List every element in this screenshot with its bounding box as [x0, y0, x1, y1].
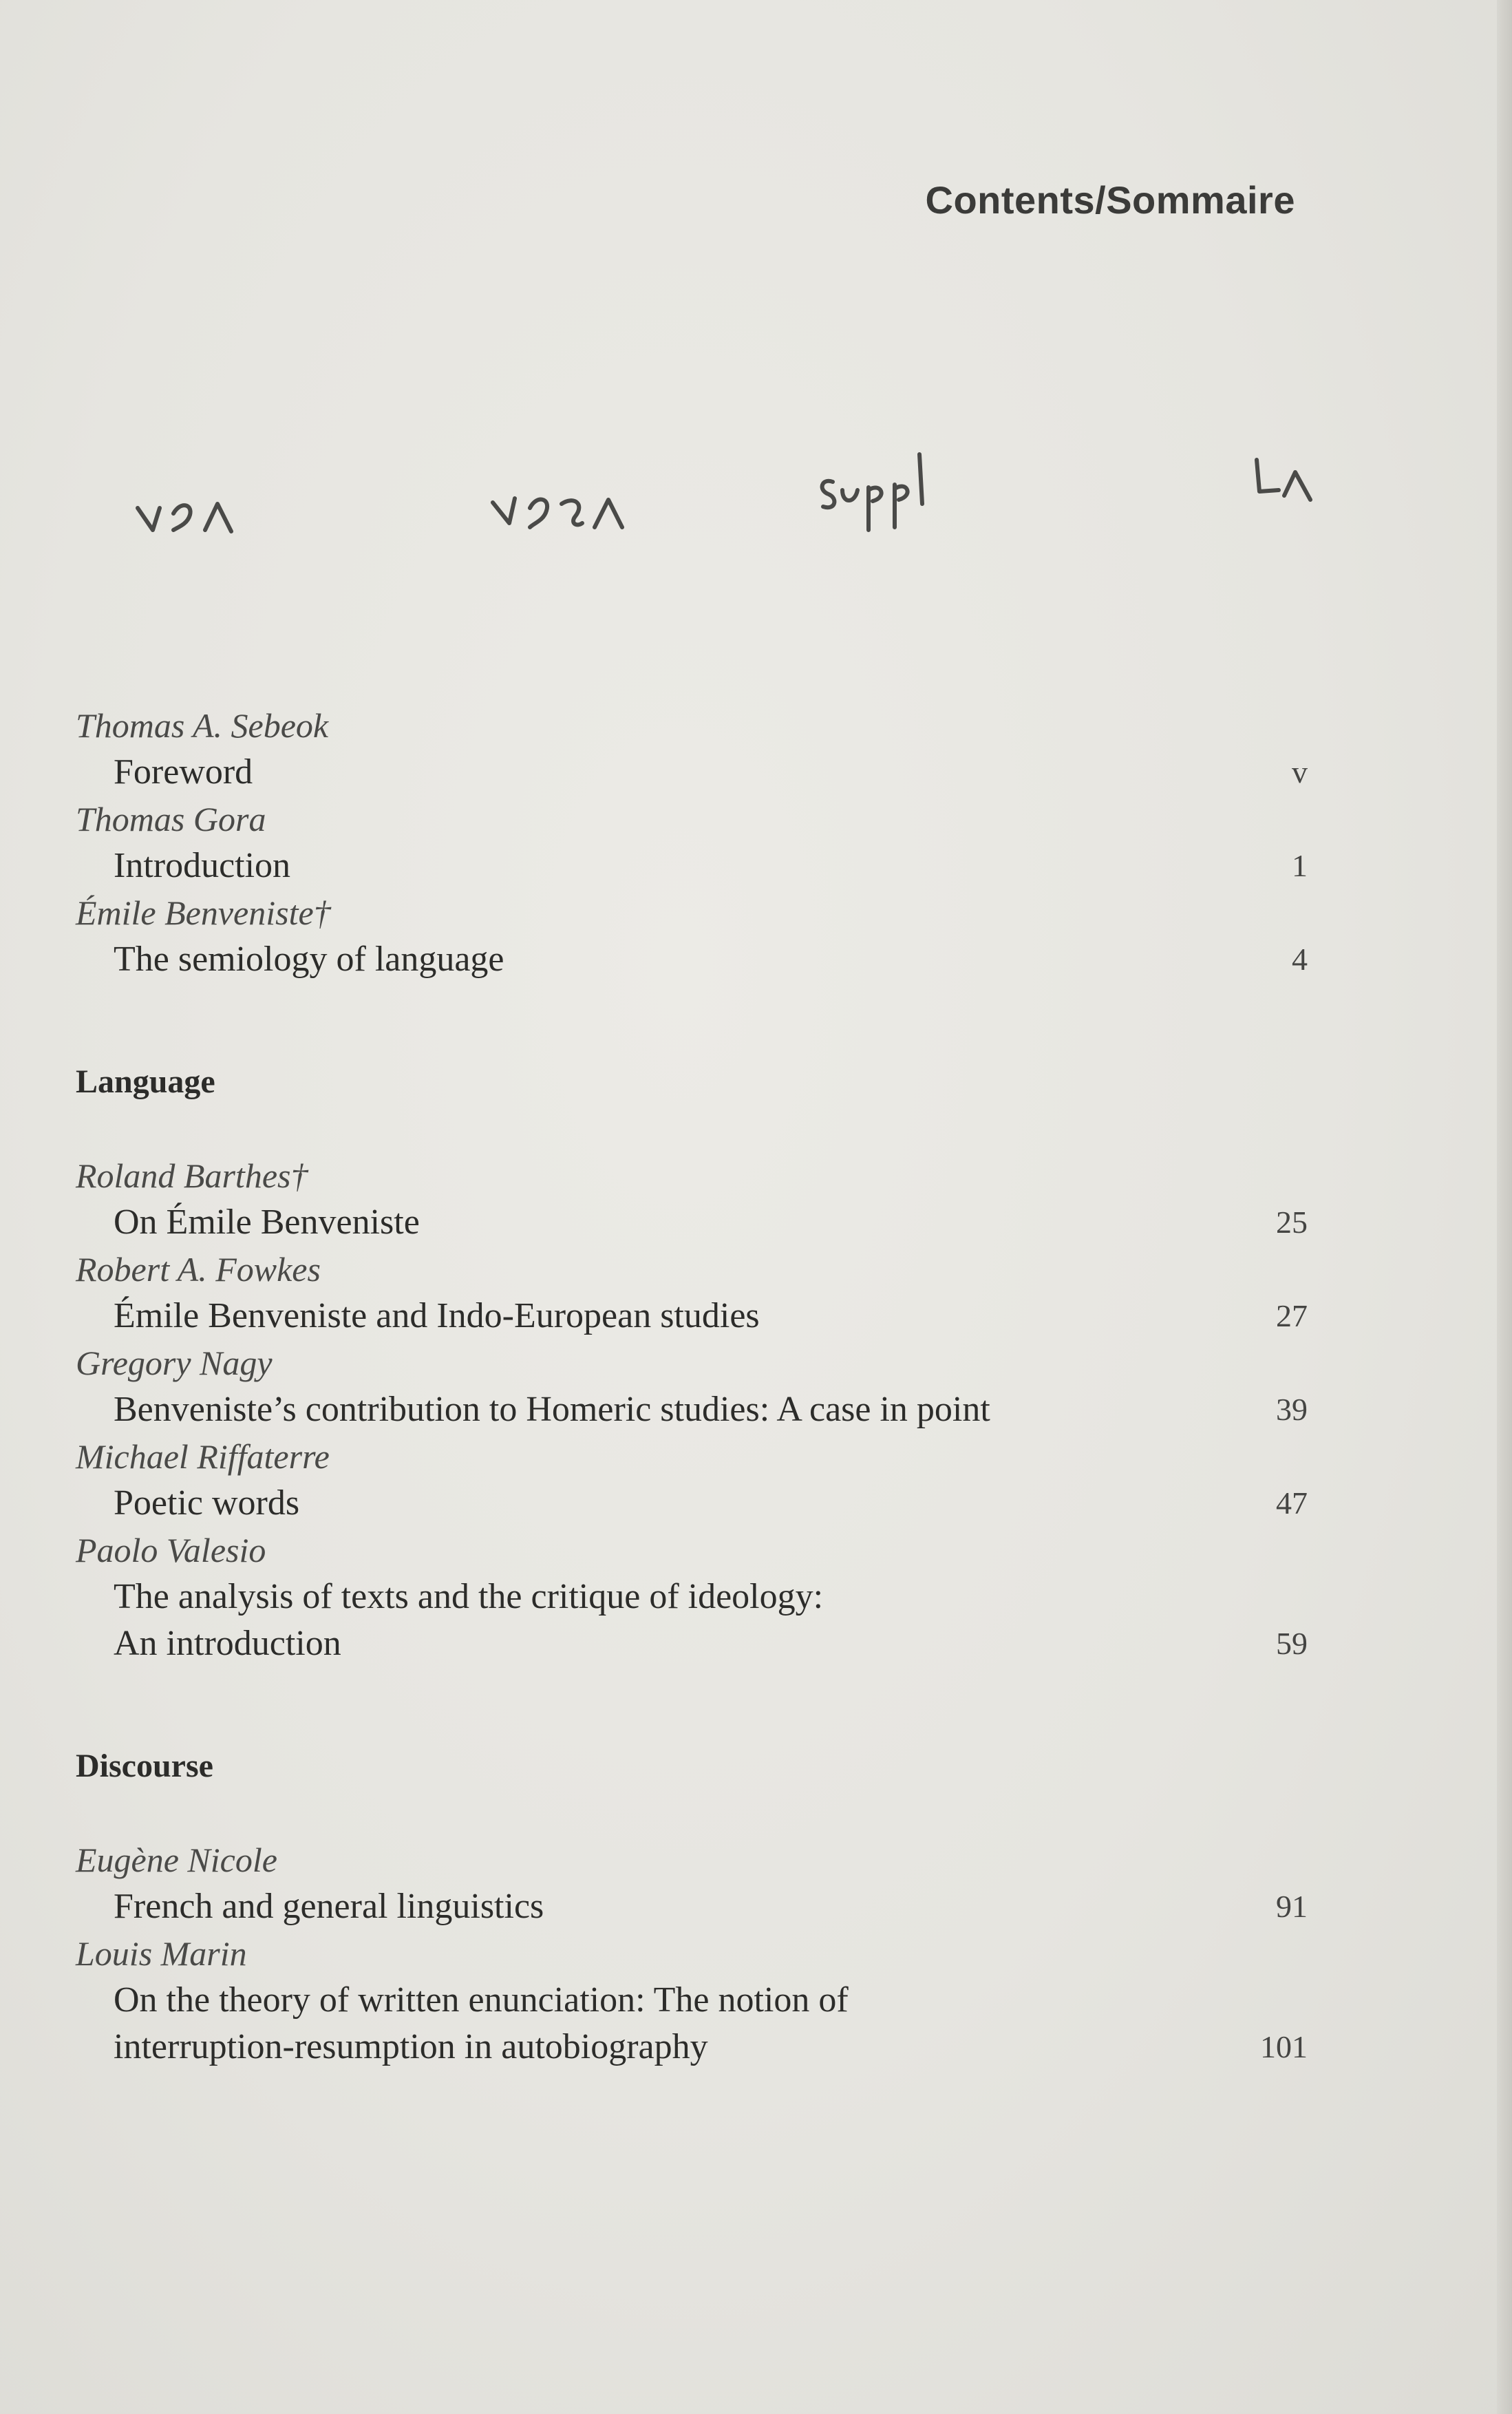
entry-row	[76, 936, 1308, 983]
entry-page-number: 101	[1260, 2029, 1308, 2064]
entry-row-line1	[76, 1574, 1308, 1620]
toc-entry	[76, 1433, 1308, 1527]
entry-author: Gregory Nagy	[76, 1344, 273, 1382]
toc-entry	[76, 1340, 1308, 1433]
entry-title: On Émile Benveniste	[114, 1203, 420, 1242]
entry-title: Émile Benveniste and Indo-European studies	[114, 1296, 760, 1335]
handwritten-mark-2	[493, 498, 622, 527]
entry-page-number: 91	[1276, 1889, 1308, 1924]
entry-row	[76, 1293, 1308, 1340]
toc-entry	[76, 796, 1308, 889]
entry-row-line2	[76, 1620, 1308, 1667]
page-title: Contents/Sommaire	[925, 178, 1295, 222]
entry-page-number: 4	[1292, 942, 1308, 977]
entry-title: French and general linguistics	[114, 1887, 544, 1926]
toc-entry	[76, 1152, 1308, 1246]
handwritten-mark-3	[822, 454, 922, 530]
entry-author: Émile Benveniste†	[76, 893, 331, 932]
entry-page-number: 1	[1292, 848, 1308, 883]
entry-author: Thomas A. Sebeok	[76, 706, 329, 745]
entry-row-line2	[76, 2024, 1308, 2071]
entry-title: Introduction	[114, 846, 291, 885]
entry-title-continued: interruption-resumption in autobiography	[114, 2027, 708, 2066]
entry-row	[76, 1480, 1308, 1527]
entry-page-number: 39	[1276, 1392, 1308, 1427]
entry-row-line1	[76, 1977, 1308, 2024]
handwritten-marks	[0, 427, 1512, 564]
entry-page-number: 47	[1276, 1485, 1308, 1521]
entry-title: Benveniste’s contribution to Homeric studies: A case in point	[114, 1390, 990, 1429]
entry-title: On the theory of written enunciation: The notion of	[114, 1980, 849, 2020]
entry-author: Paolo Valesio	[76, 1531, 266, 1569]
entry-author: Michael Riffaterre	[76, 1437, 330, 1476]
page-edge	[1497, 0, 1512, 2414]
entry-title-continued: An introduction	[114, 1624, 341, 1663]
toc-entry	[76, 1527, 1308, 1667]
entry-author: Louis Marin	[76, 1934, 247, 1973]
entry-title: Foreword	[114, 752, 253, 792]
entry-page-number: 25	[1276, 1205, 1308, 1240]
handwritten-mark-1	[138, 504, 231, 531]
handwritten-mark-4	[1257, 460, 1310, 500]
toc-entry	[76, 702, 1308, 796]
entry-title: Poetic words	[114, 1483, 300, 1523]
entry-row	[76, 1199, 1308, 1246]
toc-entry	[76, 1246, 1308, 1340]
toc-entry	[76, 1836, 1308, 1930]
entry-row	[76, 843, 1308, 889]
entry-page-number: 27	[1276, 1298, 1308, 1333]
entry-author: Eugène Nicole	[76, 1841, 277, 1879]
entry-row	[76, 749, 1308, 796]
entry-title: The analysis of texts and the critique of ideology:	[114, 1577, 824, 1616]
entry-row	[76, 1386, 1308, 1433]
section-heading-discourse: Discourse	[76, 1748, 213, 1784]
entry-title: The semiology of language	[114, 940, 504, 979]
entry-author: Roland Barthes†	[76, 1156, 308, 1195]
toc-entry	[76, 1930, 1308, 2071]
toc-entry	[76, 889, 1308, 983]
table-of-contents	[76, 702, 1308, 2071]
entry-page-number: 59	[1276, 1626, 1308, 1661]
entry-author: Robert A. Fowkes	[76, 1250, 321, 1289]
section-heading-language: Language	[76, 1063, 215, 1100]
entry-row	[76, 1883, 1308, 1930]
entry-author: Thomas Gora	[76, 800, 266, 838]
entry-page-number: v	[1292, 754, 1308, 790]
